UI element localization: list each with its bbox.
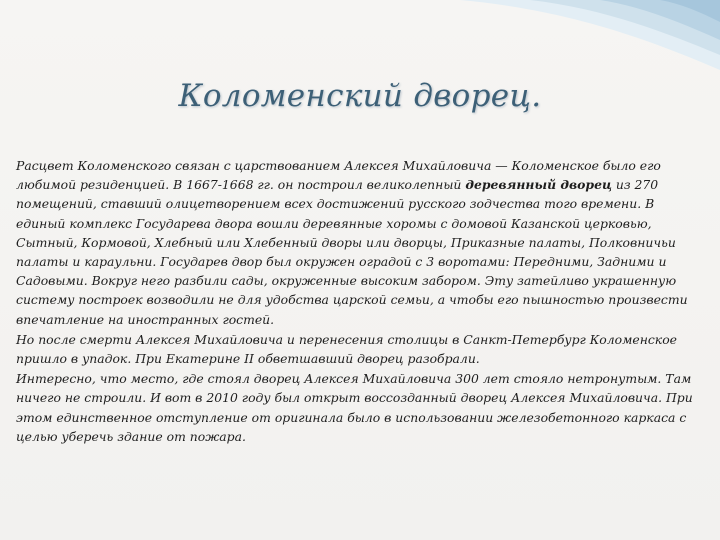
paragraph-3: Интересно, что место, где стоял дворец Алексея Михайловича 300 лет стояло нетронутым. Там ничего не строили. И вот в 2010 году был открыт воссозданный дворец Алексея Михайловича. При этом единственное отступление от оригинала было в использовании железобетонного каркаса с целью уберечь здание от пожара. <box>16 371 693 444</box>
slide-title: Коломенский дворец. <box>178 78 542 114</box>
body-text <box>16 156 700 447</box>
paragraph-1-text-end: из 270 помещений, ставший олицетворением всех достижений русского зодчества того времени. В единый комплекс Государева двора вошли деревянные хоромы с домовой Казанской церковью, Сытный, Кормовой, Хлебный или Хлебенный дворы или дворцы, Приказные палаты, Полковничьи палаты и караульни. Государев двор был окружен оградой с 3 воротами: Передними, Задними и Садовыми. Вокруг него разбили сады, окруженные высоким забором. Эту затейливо украшенную систему построек возводили не для удобства царской семьи, а чтобы его пышностью произвести впечатление на иностранных гостей. <box>16 177 688 327</box>
paragraph-2: Но после смерти Алексея Михайловича и перенесения столицы в Санкт-Петербург Коломенское пришло в упадок. При Екатерине II обветшавший дворец разобрали. <box>16 331 677 367</box>
paragraph-1-text-start: Расцвет Коломенского связан с царствованием Алексея Михайловича — Коломенское было его любимой резиденцией. В 1667-1668 гг. он построил великолепный <box>16 158 661 193</box>
paragraph-1 <box>16 156 700 329</box>
paragraph-1-bold-phrase: деревянный дворец <box>465 177 612 193</box>
corner-decoration <box>420 0 720 70</box>
